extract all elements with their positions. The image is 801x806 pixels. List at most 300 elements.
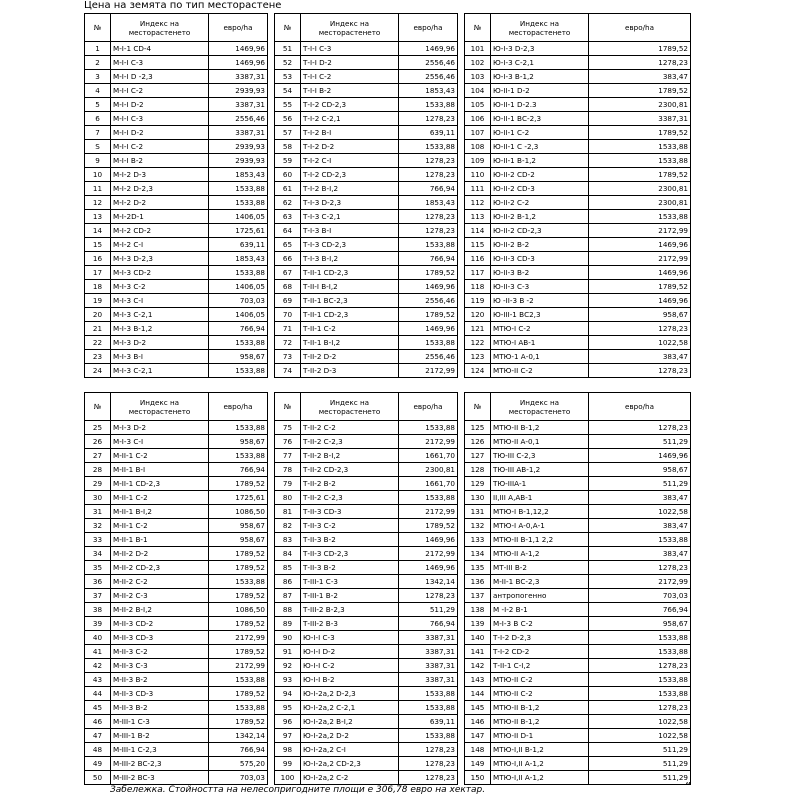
price-value: 1342,14 (399, 575, 458, 589)
site-index: М-I-I С-2 (111, 84, 209, 98)
site-index: Ю-I-2а,2 С-2 (301, 771, 399, 785)
row-number: 118 (465, 280, 491, 294)
price-value: 2300,81 (589, 196, 691, 210)
row-number: 145 (465, 701, 491, 715)
site-index: Ю-II-1 ВС-2,3 (491, 112, 589, 126)
price-value: 3387,31 (589, 112, 691, 126)
price-value: 1278,23 (589, 561, 691, 575)
price-value: 1469,96 (589, 266, 691, 280)
row-number: 41 (85, 645, 111, 659)
site-index: МТ-III В-2 (491, 561, 589, 575)
row-number: 27 (85, 449, 111, 463)
price-value: 1469,96 (399, 322, 458, 336)
price-value: 2939,93 (209, 84, 268, 98)
site-index: МТЮ-II А-1,2 (491, 547, 589, 561)
row-number: 63 (275, 210, 301, 224)
price-value: 1469,96 (589, 294, 691, 308)
row-number: 13 (85, 210, 111, 224)
price-value: 2172,99 (589, 224, 691, 238)
price-value: 1789,52 (209, 547, 268, 561)
header-price: евро/ha (589, 393, 691, 421)
site-index: М-III-2 ВС-2,3 (111, 757, 209, 771)
site-index: Ю-I-2а,2 В-I,2 (301, 715, 399, 729)
site-index: МТЮ-I,II В-1,2 (491, 743, 589, 757)
row-number: 58 (275, 140, 301, 154)
price-value: 383,47 (589, 350, 691, 364)
site-index: Т-II-2 В-2 (301, 477, 399, 491)
table-row (85, 533, 691, 547)
row-number: 95 (275, 701, 301, 715)
row-number: 76 (275, 435, 301, 449)
site-index: М-I-I В-2 (111, 154, 209, 168)
site-index: Ю-II-1 D-2 (491, 84, 589, 98)
row-number: 99 (275, 757, 301, 771)
price-value: 1278,23 (399, 224, 458, 238)
row-number: 110 (465, 168, 491, 182)
price-value: 1789,52 (589, 84, 691, 98)
table-row (85, 421, 691, 435)
row-number: 92 (275, 659, 301, 673)
row-number: 131 (465, 505, 491, 519)
price-value: 1533,88 (589, 631, 691, 645)
price-value: 958,67 (589, 463, 691, 477)
table-row (85, 547, 691, 561)
row-number: 105 (465, 98, 491, 112)
site-index: М-II-1 CD-2,3 (111, 477, 209, 491)
header-index: Индекс на месторастенето (111, 393, 209, 421)
row-number: 93 (275, 673, 301, 687)
site-index: М-I-I С-2 (111, 140, 209, 154)
header-price: евро/ha (209, 393, 268, 421)
site-index: МТЮ-II В-1,1 2,2 (491, 533, 589, 547)
table-row (85, 210, 691, 224)
row-number: 94 (275, 687, 301, 701)
price-value: 1789,52 (399, 266, 458, 280)
row-number: 88 (275, 603, 301, 617)
site-index: Ю-I-3 В-1,2 (491, 70, 589, 84)
price-value: 1278,23 (399, 743, 458, 757)
price-value: 1789,52 (589, 42, 691, 56)
site-index: Ю -II-3 В -2 (491, 294, 589, 308)
row-number: 54 (275, 84, 301, 98)
price-value: 1278,23 (589, 421, 691, 435)
table-row (85, 280, 691, 294)
price-value: 1533,88 (209, 449, 268, 463)
site-index: Т-II-1 В-I,2 (301, 336, 399, 350)
price-value: 1469,96 (399, 533, 458, 547)
row-number: 72 (275, 336, 301, 350)
site-index: Т-I-3 D-2,3 (301, 196, 399, 210)
row-number: 120 (465, 308, 491, 322)
site-index: Ю-II-1 D-2.3 (491, 98, 589, 112)
row-number: S (85, 140, 111, 154)
row-number: 147 (465, 729, 491, 743)
price-value: 1469,96 (399, 561, 458, 575)
site-index: М-II-3 CD-3 (111, 631, 209, 645)
row-number: 40 (85, 631, 111, 645)
row-number: 103 (465, 70, 491, 84)
row-number: 89 (275, 617, 301, 631)
site-index: ТЮ-III С-2,3 (491, 449, 589, 463)
site-index: Ю-I-2а,2 D-2 (301, 729, 399, 743)
price-value: 1789,52 (209, 715, 268, 729)
footnote-text: Стойността на нелесопригодните площи е 306,78 евро на хектар. (165, 785, 486, 795)
price-value: 2172,99 (589, 252, 691, 266)
price-value: 1533,88 (209, 196, 268, 210)
row-number: 56 (275, 112, 301, 126)
site-index: МТЮ-II А-0,1 (491, 435, 589, 449)
price-value: 1278,23 (399, 757, 458, 771)
header-index: Индекс на месторастенето (111, 14, 209, 42)
site-index: Т-I-2 С-2,1 (301, 112, 399, 126)
row-number: 31 (85, 505, 111, 519)
price-value: 1789,52 (399, 308, 458, 322)
row-number: 68 (275, 280, 301, 294)
site-index: II,III А,АВ-1 (491, 491, 589, 505)
price-value: 1533,88 (589, 533, 691, 547)
site-index: МТЮ-I А-0,А-1 (491, 519, 589, 533)
price-value: 383,47 (589, 70, 691, 84)
row-number: 70 (275, 308, 301, 322)
row-number: 24 (85, 364, 111, 378)
site-index: Т-I-2 D-2,3 (491, 631, 589, 645)
row-number: 28 (85, 463, 111, 477)
site-index: Т-II-2 CD-2,3 (301, 463, 399, 477)
price-value: 1278,23 (399, 771, 458, 785)
row-number: 14 (85, 224, 111, 238)
site-index: М-II-1 С-2 (111, 491, 209, 505)
price-value: 1278,23 (399, 210, 458, 224)
price-value: 1278,23 (589, 56, 691, 70)
price-value: 2300,81 (589, 98, 691, 112)
row-number: 104 (465, 84, 491, 98)
table-row (85, 350, 691, 364)
site-index: Т-I-2 CD-2,3 (301, 98, 399, 112)
price-value: 2939,93 (209, 140, 268, 154)
price-value: 511,29 (589, 477, 691, 491)
row-number: 67 (275, 266, 301, 280)
site-index: Т-I-2 CD-2,3 (301, 168, 399, 182)
site-index: М-II-1 В-1 (111, 533, 209, 547)
site-index: Ю-I-2а,2 С-I (301, 743, 399, 757)
table-row (85, 687, 691, 701)
site-index: МТЮ-II В-1,2 (491, 715, 589, 729)
table-row (85, 336, 691, 350)
site-index: Ю-II-3 CD-3 (491, 252, 589, 266)
site-index: Ю-II-2 С-2 (491, 196, 589, 210)
site-index: Т-II-2 С-2 (301, 421, 399, 435)
row-number: 3 (85, 70, 111, 84)
site-index: Ю-II-3 С-3 (491, 280, 589, 294)
site-index: М-III-2 ВС-3 (111, 771, 209, 785)
site-index: МТЮ-1 А-0,1 (491, 350, 589, 364)
row-number: 9 (85, 154, 111, 168)
table-row (85, 519, 691, 533)
price-value: 1469,96 (399, 280, 458, 294)
row-number: 82 (275, 519, 301, 533)
site-index: М-I-3 D-2 (111, 336, 209, 350)
price-value: 3387,31 (209, 126, 268, 140)
price-value: 1661,70 (399, 477, 458, 491)
row-number: 35 (85, 561, 111, 575)
price-value: 2300,81 (589, 182, 691, 196)
table-row (85, 575, 691, 589)
row-number: 116 (465, 252, 491, 266)
table-row (85, 182, 691, 196)
site-index: М-I-3 CD-2 (111, 266, 209, 280)
table-row (85, 56, 691, 70)
row-number: 133 (465, 533, 491, 547)
row-number: 107 (465, 126, 491, 140)
row-number: 136 (465, 575, 491, 589)
table-row (85, 364, 691, 378)
price-value: 1406,05 (209, 280, 268, 294)
row-number: 26 (85, 435, 111, 449)
price-value: 383,47 (589, 491, 691, 505)
site-index: ТЮ-IIIА-1 (491, 477, 589, 491)
price-value: 1533,88 (399, 238, 458, 252)
row-number: 79 (275, 477, 301, 491)
row-number: 90 (275, 631, 301, 645)
price-value: 1789,52 (209, 617, 268, 631)
row-number: 74 (275, 364, 301, 378)
site-index: Т-III-1 В-2 (301, 589, 399, 603)
site-index: Т-I-2 D-2 (301, 140, 399, 154)
row-number: 111 (465, 182, 491, 196)
site-index: М-I-2 С-I (111, 238, 209, 252)
row-number: 45 (85, 701, 111, 715)
site-index: М-I-I D-2 (111, 126, 209, 140)
price-value: 3387,31 (399, 645, 458, 659)
row-number: 46 (85, 715, 111, 729)
table-row (85, 238, 691, 252)
price-value: 2172,99 (399, 547, 458, 561)
row-number: 96 (275, 715, 301, 729)
price-value: 1022,58 (589, 336, 691, 350)
row-number: 112 (465, 196, 491, 210)
row-number: 50 (85, 771, 111, 785)
price-value: 2556,46 (399, 350, 458, 364)
table-row (85, 491, 691, 505)
site-index: МТЮ-I АВ-1 (491, 336, 589, 350)
price-value: 1661,70 (399, 449, 458, 463)
price-value: 1789,52 (209, 589, 268, 603)
row-number: 124 (465, 364, 491, 378)
price-value: 511,29 (589, 771, 691, 785)
site-index: МТЮ-I,II А-1,2 (491, 771, 589, 785)
site-index: М-I-3 В-I (111, 350, 209, 364)
row-number: 65 (275, 238, 301, 252)
site-index: Ю-II-2 CD-2 (491, 168, 589, 182)
row-number: 11 (85, 182, 111, 196)
site-index: М-III-1 В-2 (111, 729, 209, 743)
price-value: 1853,43 (399, 196, 458, 210)
price-value: 766,94 (209, 463, 268, 477)
row-number: 148 (465, 743, 491, 757)
row-number: 59 (275, 154, 301, 168)
site-index: М-II-2 D-2 (111, 547, 209, 561)
price-value: 703,03 (209, 771, 268, 785)
price-value: 1533,88 (399, 687, 458, 701)
site-index: Ю-I-I D-2 (301, 645, 399, 659)
row-number: 22 (85, 336, 111, 350)
site-index: М-I-I D-2 (111, 98, 209, 112)
site-index: Т-II-2 С-2,3 (301, 491, 399, 505)
site-index: Ю-I-I С-3 (301, 631, 399, 645)
table-row (85, 42, 691, 56)
row-number: 60 (275, 168, 301, 182)
site-index: МТЮ-II D-1 (491, 729, 589, 743)
row-number: 102 (465, 56, 491, 70)
site-index: Ю-III-1 ВС2,3 (491, 308, 589, 322)
site-index: М-I-3 С-I (111, 435, 209, 449)
header-num: № (465, 14, 491, 42)
site-index: Ю-I-3 С-2,1 (491, 56, 589, 70)
site-index: М-II-3 В-2 (111, 701, 209, 715)
site-index: Т-I-2 В-I,2 (301, 182, 399, 196)
price-value: 703,03 (589, 589, 691, 603)
site-index: Ю-I-2а,2 CD-2,3 (301, 757, 399, 771)
header-num: № (465, 393, 491, 421)
table-row (85, 673, 691, 687)
price-value: 1789,52 (209, 561, 268, 575)
header-price: евро/ha (209, 14, 268, 42)
row-number: 113 (465, 210, 491, 224)
table-header-row (85, 393, 691, 421)
price-value: 2300,81 (399, 463, 458, 477)
price-value: 1853,43 (209, 168, 268, 182)
site-index: Т-III-1 С-3 (301, 575, 399, 589)
row-number: 137 (465, 589, 491, 603)
row-number: 32 (85, 519, 111, 533)
site-index: Ю-I-2а,2 С-2,1 (301, 701, 399, 715)
site-index: Ю-I-2а,2 D-2,3 (301, 687, 399, 701)
row-number: 127 (465, 449, 491, 463)
price-value: 1533,88 (399, 701, 458, 715)
row-number: 100 (275, 771, 301, 785)
price-value: 1789,52 (399, 519, 458, 533)
site-index: М-II-3 С-2 (111, 645, 209, 659)
price-value: 1406,05 (209, 210, 268, 224)
price-value: 1533,88 (589, 154, 691, 168)
site-index: М-II-1 В-I,2 (111, 505, 209, 519)
table-row (85, 729, 691, 743)
price-value: 1022,58 (589, 729, 691, 743)
table-row (85, 435, 691, 449)
price-value: 1533,88 (399, 336, 458, 350)
price-value: 766,94 (399, 617, 458, 631)
site-index: М-I-2D-1 (111, 210, 209, 224)
row-number: 122 (465, 336, 491, 350)
row-number: 108 (465, 140, 491, 154)
row-number: 135 (465, 561, 491, 575)
price-value: 958,67 (209, 519, 268, 533)
site-index: М-I-3 D-2 (111, 421, 209, 435)
row-number: 149 (465, 757, 491, 771)
site-index: Т-II-2 С-2,3 (301, 435, 399, 449)
price-value: 1789,52 (589, 126, 691, 140)
price-value: 703,03 (209, 294, 268, 308)
row-number: 37 (85, 589, 111, 603)
site-index: Т-I-I С-3 (301, 42, 399, 56)
table-row (85, 266, 691, 280)
price-value: 2556,46 (399, 294, 458, 308)
price-value: 1533,88 (399, 729, 458, 743)
row-number: 128 (465, 463, 491, 477)
site-index: М-I-2 CD-2 (111, 224, 209, 238)
row-number: 84 (275, 547, 301, 561)
row-number: 21 (85, 322, 111, 336)
price-value: 766,94 (399, 252, 458, 266)
row-number: 130 (465, 491, 491, 505)
header-price: евро/ha (399, 393, 458, 421)
row-number: 16 (85, 252, 111, 266)
table-row (85, 308, 691, 322)
price-value: 1022,58 (589, 715, 691, 729)
site-index: Т-II-3 CD-2,3 (301, 547, 399, 561)
closing-quote: “ (685, 780, 692, 794)
table-row (85, 659, 691, 673)
site-index: Ю-II-2 В-1,2 (491, 210, 589, 224)
price-table-2 (84, 392, 691, 785)
price-value: 958,67 (589, 308, 691, 322)
price-value: 958,67 (209, 533, 268, 547)
price-value: 1725,61 (209, 491, 268, 505)
table-row (85, 463, 691, 477)
row-number: 91 (275, 645, 301, 659)
table-row (85, 252, 691, 266)
row-number: 10 (85, 168, 111, 182)
price-value: 1789,52 (209, 687, 268, 701)
price-value: 1086,50 (209, 603, 268, 617)
price-value: 639,11 (209, 238, 268, 252)
site-index: М-II-3 CD-3 (111, 687, 209, 701)
site-index: М-I-2 D-2 (111, 196, 209, 210)
site-index: М-I-3 В С-2 (491, 617, 589, 631)
price-value: 639,11 (399, 715, 458, 729)
price-value: 2556,46 (209, 112, 268, 126)
site-index: М-I-3 С-I (111, 294, 209, 308)
table-row (85, 477, 691, 491)
price-value: 1022,58 (589, 505, 691, 519)
price-value: 1469,96 (589, 449, 691, 463)
price-value: 511,29 (589, 743, 691, 757)
row-number: 121 (465, 322, 491, 336)
price-value: 2939,93 (209, 154, 268, 168)
site-index: МТЮ-II С-2 (491, 364, 589, 378)
row-number: 117 (465, 266, 491, 280)
price-value: 1533,88 (399, 421, 458, 435)
row-number: 66 (275, 252, 301, 266)
site-index: Т-I-3 В-I,2 (301, 252, 399, 266)
site-index: МТЮ-I,II А-1,2 (491, 757, 589, 771)
price-value: 2172,99 (209, 659, 268, 673)
row-number: 57 (275, 126, 301, 140)
page-title: Цена на земята по тип месторастене (84, 0, 282, 11)
price-value: 1533,88 (209, 575, 268, 589)
price-value: 1533,88 (589, 210, 691, 224)
price-value: 1533,88 (399, 140, 458, 154)
table-row (85, 224, 691, 238)
site-index: МТЮ-I С-2 (491, 322, 589, 336)
row-number: 134 (465, 547, 491, 561)
row-number: 140 (465, 631, 491, 645)
row-number: 132 (465, 519, 491, 533)
header-price: евро/ha (589, 14, 691, 42)
table-row (85, 701, 691, 715)
table-row (85, 168, 691, 182)
site-index: Т-I-3 С-2,1 (301, 210, 399, 224)
